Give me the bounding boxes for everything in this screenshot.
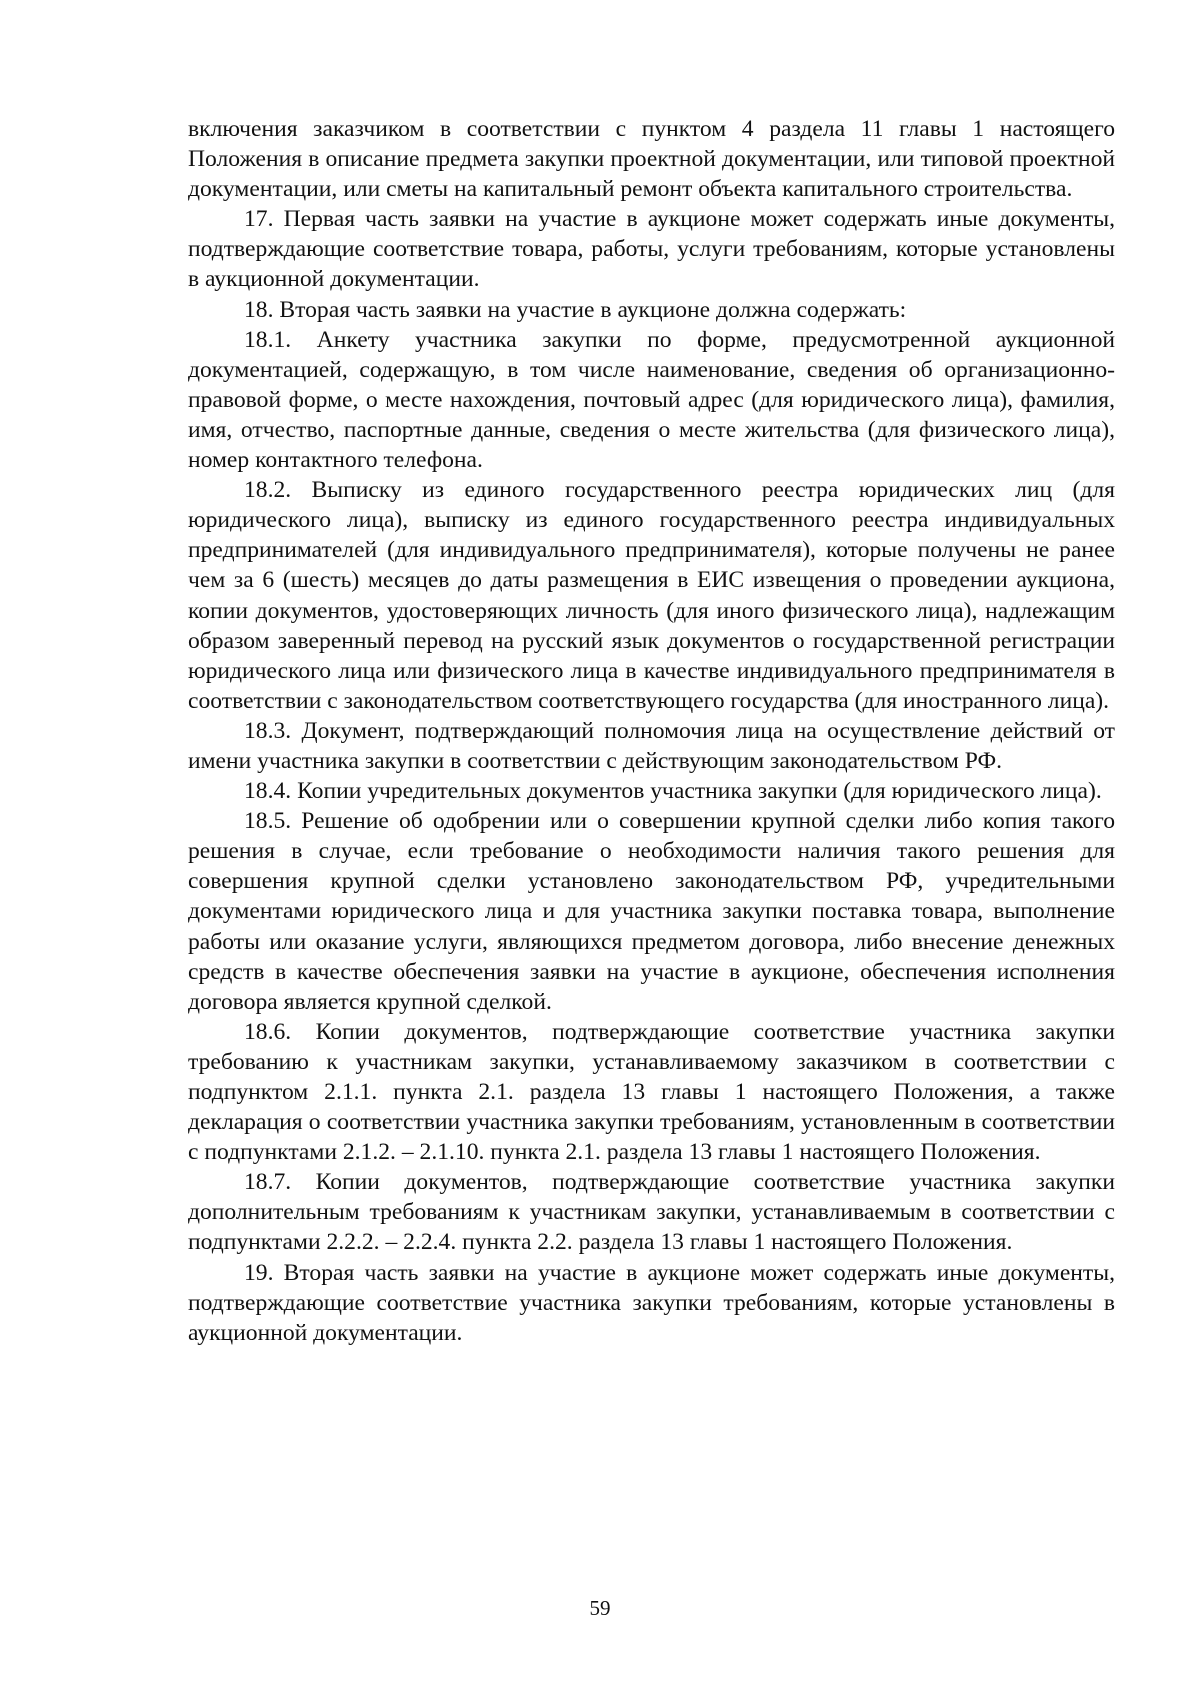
paragraph-18-5: 18.5. Решение об одобрении или о совершении крупной сделки либо копия такого решения в случае, если требование о необходимости наличия такого решения для совершения крупной сделки установлено законодательством РФ, учредительными документами юридического лица и для участника закупки поставка товара, выполнение работы или оказание услуги, являющихся предметом договора, либо внесение денежных средств в качестве обеспечения заявки на участие в аукционе, обеспечения исполнения договора является крупной сделкой.: [188, 808, 1115, 1015]
paragraph-18-4: 18.4. Копии учредительных документов участника закупки (для юридического лица).: [244, 778, 1102, 805]
paragraph-17: 17. Первая часть заявки на участие в аукционе может содержать иные документы, подтверждающие соответствие товара, работы, услуги требованиям, которые установлены в аукционной документации.: [188, 206, 1115, 293]
paragraph-18-7: 18.7. Копии документов, подтверждающие соответствие участника закупки дополнительным требованиям к участникам закупки, устанавливаемым в соответствии с подпунктами 2.2.2. – 2.2.4. пункта 2.2. раздела 13 главы 1 настоящего Положения.: [188, 1169, 1115, 1256]
body-text: [188, 114, 1115, 1348]
page-number: 59: [589, 1596, 611, 1620]
paragraph-continuation: включения заказчиком в соответствии с пунктом 4 раздела 11 главы 1 настоящего Положения в описание предмета закупки проектной документации, или типовой проектной документации, или сметы на капитальный ремонт объекта капитального строительства.: [188, 116, 1115, 203]
paragraph-18: 18. Вторая часть заявки на участие в аукционе должна содержать:: [244, 296, 907, 323]
paragraph-18-2: 18.2. Выписку из единого государственного реестра юридических лиц (для юридического лица), выписку из единого государственного реестра индивидуальных предпринимателей (для индивидуального предпринимателя), которые получены не ранее чем за 6 (шесть) месяцев до даты размещения в ЕИС извещения о проведении аукциона, копии документов, удостоверяющих личность (для иного физического лица), надлежащим образом заверенный перевод на русский язык документов о государственной регистрации юридического лица или физического лица в качестве индивидуального предпринимателя в соответствии с законодательством соответствующего государства (для иностранного лица).: [188, 477, 1115, 714]
paragraph-18-6: 18.6. Копии документов, подтверждающие соответствие участника закупки требованию к участникам закупки, устанавливаемому заказчиком в соответствии с подпунктом 2.1.1. пункта 2.1. раздела 13 главы 1 настоящего Положения, а также декларация о соответствии участника закупки требованиям, установленным в соответствии с подпунктами 2.1.2. – 2.1.10. пункта 2.1. раздела 13 главы 1 настоящего Положения.: [188, 1018, 1115, 1166]
paragraph-19: 19. Вторая часть заявки на участие в аукционе может содержать иные документы, подтверждающие соответствие участника закупки требованиям, которые установлены в аукционной документации.: [188, 1259, 1115, 1346]
paragraph-18-1: 18.1. Анкету участника закупки по форме, предусмотренной аукционной документацией, содержащую, в том числе наименование, сведения об организационно-правовой форме, о месте нахождения, почтовый адрес (для юридического лица), фамилия, имя, отчество, паспортные данные, сведения о месте жительства (для физического лица), номер контактного телефона.: [188, 326, 1115, 474]
paragraph-18-3: 18.3. Документ, подтверждающий полномочия лица на осуществление действий от имени участника закупки в соответствии с действующим законодательством РФ.: [188, 717, 1115, 774]
